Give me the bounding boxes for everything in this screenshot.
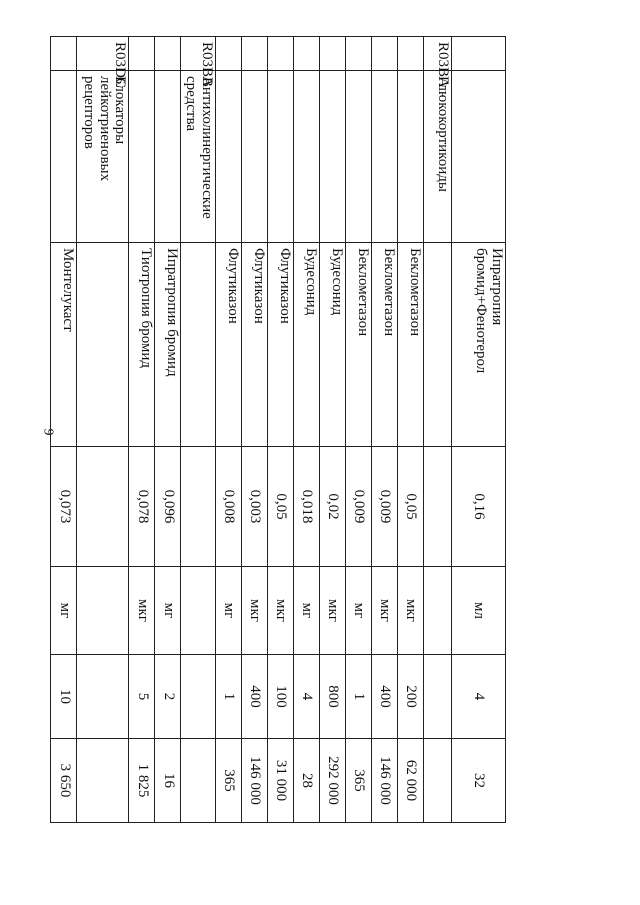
unit-cell: мкг bbox=[268, 567, 294, 655]
ddd-value-cell: 0,096 bbox=[155, 447, 181, 567]
group-name-cell bbox=[294, 71, 320, 243]
atc-code-cell bbox=[242, 37, 268, 71]
unit-cell: мкг bbox=[372, 567, 398, 655]
table-row bbox=[424, 37, 452, 823]
ddd-value-cell bbox=[77, 447, 129, 567]
atc-code-cell bbox=[129, 37, 155, 71]
unit-cell: мг bbox=[294, 567, 320, 655]
atc-code-cell: R03BB bbox=[181, 37, 216, 71]
group-name-cell bbox=[155, 71, 181, 243]
atc-code-cell bbox=[294, 37, 320, 71]
group-name-cell bbox=[320, 71, 346, 243]
table-row bbox=[268, 37, 294, 823]
daily-dose-cell: 2 bbox=[155, 655, 181, 739]
group-name-cell bbox=[216, 71, 242, 243]
ddd-value-cell: 0,05 bbox=[398, 447, 424, 567]
daily-dose-cell: 1 bbox=[346, 655, 372, 739]
group-name-cell bbox=[346, 71, 372, 243]
ddd-value-cell: 0,05 bbox=[268, 447, 294, 567]
drug-name-cell: Будесонид bbox=[320, 243, 346, 447]
drug-name-cell: Беклометазон bbox=[398, 243, 424, 447]
yearly-dose-cell: 146 000 bbox=[372, 739, 398, 823]
drug-name-cell: Будесонид bbox=[294, 243, 320, 447]
atc-code-cell: R03BA bbox=[424, 37, 452, 71]
group-name-cell bbox=[398, 71, 424, 243]
drug-name-cell: Ипратропия бромид+Фенотерол bbox=[452, 243, 506, 447]
table-row bbox=[216, 37, 242, 823]
atc-code-cell bbox=[398, 37, 424, 71]
table-row bbox=[372, 37, 398, 823]
unit-cell: мг bbox=[155, 567, 181, 655]
daily-dose-cell: 4 bbox=[452, 655, 506, 739]
yearly-dose-cell bbox=[181, 739, 216, 823]
yearly-dose-cell: 365 bbox=[346, 739, 372, 823]
group-name-cell bbox=[51, 71, 77, 243]
atc-code-cell bbox=[372, 37, 398, 71]
table-row bbox=[320, 37, 346, 823]
ddd-value-cell bbox=[424, 447, 452, 567]
unit-cell: мг bbox=[216, 567, 242, 655]
table-row bbox=[155, 37, 181, 823]
daily-dose-cell: 4 bbox=[294, 655, 320, 739]
yearly-dose-cell: 32 bbox=[452, 739, 506, 823]
drug-name-cell: Ипратропия бромид bbox=[155, 243, 181, 447]
group-name-cell: Глюкокортикоиды bbox=[424, 71, 452, 243]
daily-dose-cell: 400 bbox=[242, 655, 268, 739]
daily-dose-cell: 400 bbox=[372, 655, 398, 739]
table-row bbox=[77, 37, 129, 823]
atc-code-cell bbox=[268, 37, 294, 71]
yearly-dose-cell: 62 000 bbox=[398, 739, 424, 823]
group-name-cell bbox=[268, 71, 294, 243]
drug-name-cell: Флутиказон bbox=[268, 243, 294, 447]
yearly-dose-cell: 292 000 bbox=[320, 739, 346, 823]
daily-dose-cell: 800 bbox=[320, 655, 346, 739]
unit-cell: мкг bbox=[398, 567, 424, 655]
group-name-cell bbox=[452, 71, 506, 243]
drug-name-cell bbox=[424, 243, 452, 447]
ddd-value-cell: 0,009 bbox=[346, 447, 372, 567]
yearly-dose-cell bbox=[77, 739, 129, 823]
drug-name-cell: Беклометазон bbox=[346, 243, 372, 447]
drug-name-cell bbox=[181, 243, 216, 447]
daily-dose-cell: 1 bbox=[216, 655, 242, 739]
ddd-value-cell: 0,003 bbox=[242, 447, 268, 567]
daily-dose-cell: 10 bbox=[51, 655, 77, 739]
yearly-dose-cell: 146 000 bbox=[242, 739, 268, 823]
yearly-dose-cell: 365 bbox=[216, 739, 242, 823]
drug-dosage-table bbox=[51, 36, 507, 823]
yearly-dose-cell: 31 000 bbox=[268, 739, 294, 823]
ddd-value-cell bbox=[181, 447, 216, 567]
table-row bbox=[129, 37, 155, 823]
yearly-dose-cell: 1 825 bbox=[129, 739, 155, 823]
daily-dose-cell bbox=[181, 655, 216, 739]
unit-cell: мкг bbox=[129, 567, 155, 655]
ddd-value-cell: 0,009 bbox=[372, 447, 398, 567]
unit-cell: мкг bbox=[320, 567, 346, 655]
drug-name-cell: Флутиказон bbox=[216, 243, 242, 447]
ddd-value-cell: 0,008 bbox=[216, 447, 242, 567]
group-name-cell bbox=[242, 71, 268, 243]
group-name-cell: Блокаторы лейкотриеновых рецепторов bbox=[77, 71, 129, 243]
table-row bbox=[346, 37, 372, 823]
unit-cell bbox=[77, 567, 129, 655]
table-row bbox=[398, 37, 424, 823]
table-row bbox=[452, 37, 506, 823]
ddd-value-cell: 0,16 bbox=[452, 447, 506, 567]
drug-name-cell: Беклометазон bbox=[372, 243, 398, 447]
ddd-value-cell: 0,078 bbox=[129, 447, 155, 567]
drug-name-cell: Монтелукаст bbox=[51, 243, 77, 447]
drug-name-cell: Флутиказон bbox=[242, 243, 268, 447]
atc-code-cell: R03DC bbox=[77, 37, 129, 71]
drug-name-cell bbox=[77, 243, 129, 447]
drug-name-cell: Тиотропия бромид bbox=[129, 243, 155, 447]
yearly-dose-cell: 3 650 bbox=[51, 739, 77, 823]
unit-cell: мг bbox=[346, 567, 372, 655]
atc-code-cell bbox=[51, 37, 77, 71]
atc-code-cell bbox=[320, 37, 346, 71]
daily-dose-cell: 100 bbox=[268, 655, 294, 739]
table-row bbox=[181, 37, 216, 823]
yearly-dose-cell bbox=[424, 739, 452, 823]
drug-table-container bbox=[56, 36, 506, 822]
group-name-cell: Антихолинергические средства bbox=[181, 71, 216, 243]
table-row bbox=[51, 37, 77, 823]
yearly-dose-cell: 28 bbox=[294, 739, 320, 823]
atc-code-cell bbox=[155, 37, 181, 71]
group-name-cell bbox=[372, 71, 398, 243]
atc-code-cell bbox=[452, 37, 506, 71]
atc-code-cell bbox=[346, 37, 372, 71]
unit-cell: мг bbox=[51, 567, 77, 655]
unit-cell: мл bbox=[452, 567, 506, 655]
table-row bbox=[242, 37, 268, 823]
daily-dose-cell bbox=[77, 655, 129, 739]
ddd-value-cell: 0,018 bbox=[294, 447, 320, 567]
atc-code-cell bbox=[216, 37, 242, 71]
page-number: 9 bbox=[40, 428, 56, 436]
table-row bbox=[294, 37, 320, 823]
unit-cell: мкг bbox=[242, 567, 268, 655]
unit-cell bbox=[424, 567, 452, 655]
ddd-value-cell: 0,073 bbox=[51, 447, 77, 567]
group-name-cell bbox=[129, 71, 155, 243]
daily-dose-cell: 200 bbox=[398, 655, 424, 739]
daily-dose-cell: 5 bbox=[129, 655, 155, 739]
yearly-dose-cell: 16 bbox=[155, 739, 181, 823]
daily-dose-cell bbox=[424, 655, 452, 739]
unit-cell bbox=[181, 567, 216, 655]
ddd-value-cell: 0,02 bbox=[320, 447, 346, 567]
